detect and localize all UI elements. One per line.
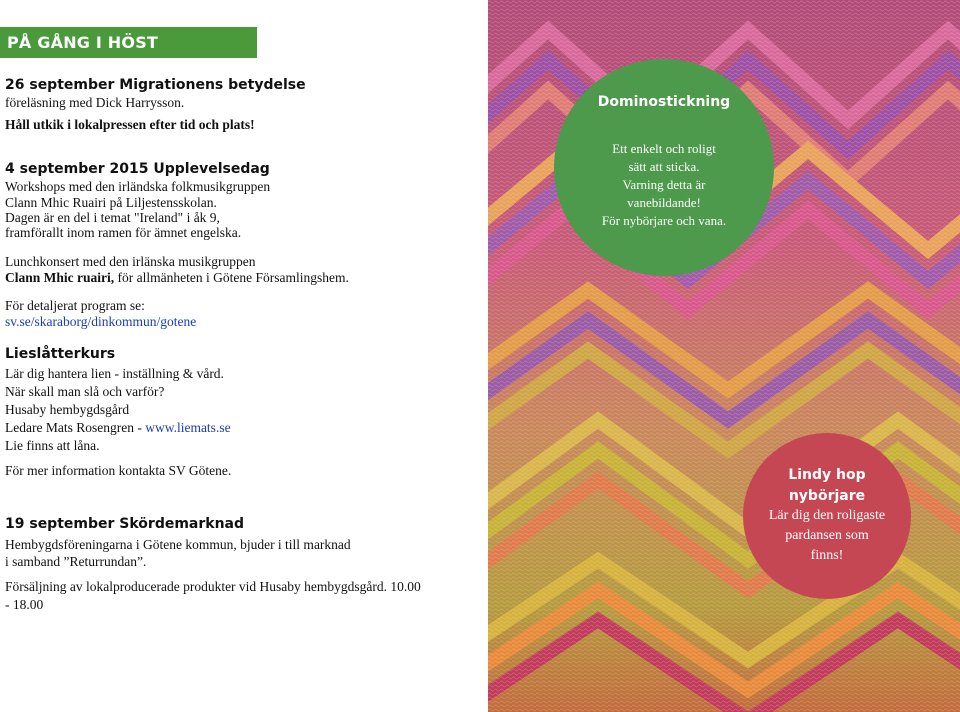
event-upplevelsedag-line: Workshops med den irländska folkmusikgruppen: [5, 179, 271, 194]
event-migration-title: 26 september Migrationens betydelse: [5, 77, 306, 93]
lunch-concert-line1: Lunchkonsert med den irlänska musikgruppen: [5, 254, 256, 269]
leader-link[interactable]: www.liemats.se: [145, 420, 231, 435]
lindy-hop-badge: [743, 433, 911, 599]
event-lieslatter-leader: [5, 420, 231, 436]
lindy-hop-title: Lindy hop: [788, 467, 866, 483]
event-migration-subtitle: föreläsning med Dick Harrysson.: [5, 95, 185, 110]
dominostickning-badge: [554, 59, 774, 276]
event-migration-note: Håll utkik i lokalpressen efter tid och plats!: [5, 117, 255, 132]
event-skordemarknad-line: i samband ”Returrundan”.: [5, 554, 147, 569]
lunch-concert-line2: [5, 270, 349, 286]
program-link[interactable]: sv.se/skaraborg/dinkommun/gotene: [5, 314, 197, 329]
program-label: För detaljerat program se:: [5, 298, 145, 313]
lindy-hop-subtitle: nybörjare: [788, 488, 866, 504]
event-skordemarknad-line: - 18.00: [5, 597, 44, 612]
event-lieslatter-line: Husaby hembygdsgård: [5, 402, 130, 417]
dominostickning-line: För nybörjare och vana.: [601, 213, 727, 228]
dominostickning-line: vanebildande!: [627, 195, 701, 210]
lunch-concert-band: Clann Mhic ruairi,: [5, 270, 115, 285]
event-lieslatter-loan: Lie finns att låna.: [5, 438, 100, 453]
event-lieslatter-contact: För mer information kontakta SV Götene.: [5, 463, 232, 478]
event-skordemarknad-title: 19 september Skördemarknad: [5, 516, 245, 532]
event-lieslatter-title: Lieslåtterkurs: [5, 346, 116, 362]
lindy-hop-line: Lär dig den roligaste: [768, 508, 886, 523]
dominostickning-line: sätt att sticka.: [628, 159, 700, 174]
event-skordemarknad-line: Hembygdsföreningarna i Götene kommun, bjuder i till marknad: [5, 537, 351, 552]
lindy-hop-line: finns!: [810, 548, 844, 563]
lindy-hop-line: pardansen som: [785, 528, 869, 543]
event-upplevelsedag-line: framförallt inom ramen för ämnet engelska.: [5, 225, 242, 240]
page-title: PÅ GÅNG I HÖST: [0, 27, 257, 58]
dominostickning-line: Ett enkelt och roligt: [612, 141, 716, 156]
event-skordemarknad-line: Försäljning av lokalproducerade produkter vid Husaby hembygdsgård. 10.00: [5, 579, 421, 594]
dominostickning-line: Varning detta är: [622, 177, 706, 192]
event-lieslatter-line: Lär dig hantera lien - inställning & vård.: [5, 366, 224, 381]
event-lieslatter-line: När skall man slå och varför?: [5, 384, 165, 399]
leader-name: Ledare Mats Rosengren -: [5, 420, 146, 435]
event-upplevelsedag-line: Clann Mhic Ruairi på Liljestensskolan.: [5, 195, 217, 210]
event-upplevelsedag-line: Dagen är en del i temat "Ireland" i åk 9,: [5, 210, 220, 225]
lunch-concert-venue: för allmänheten i Götene Församlingshem.: [114, 270, 349, 285]
event-upplevelsedag-title: 4 september 2015 Upplevelsedag: [5, 161, 270, 177]
dominostickning-title: Dominostickning: [597, 94, 731, 110]
